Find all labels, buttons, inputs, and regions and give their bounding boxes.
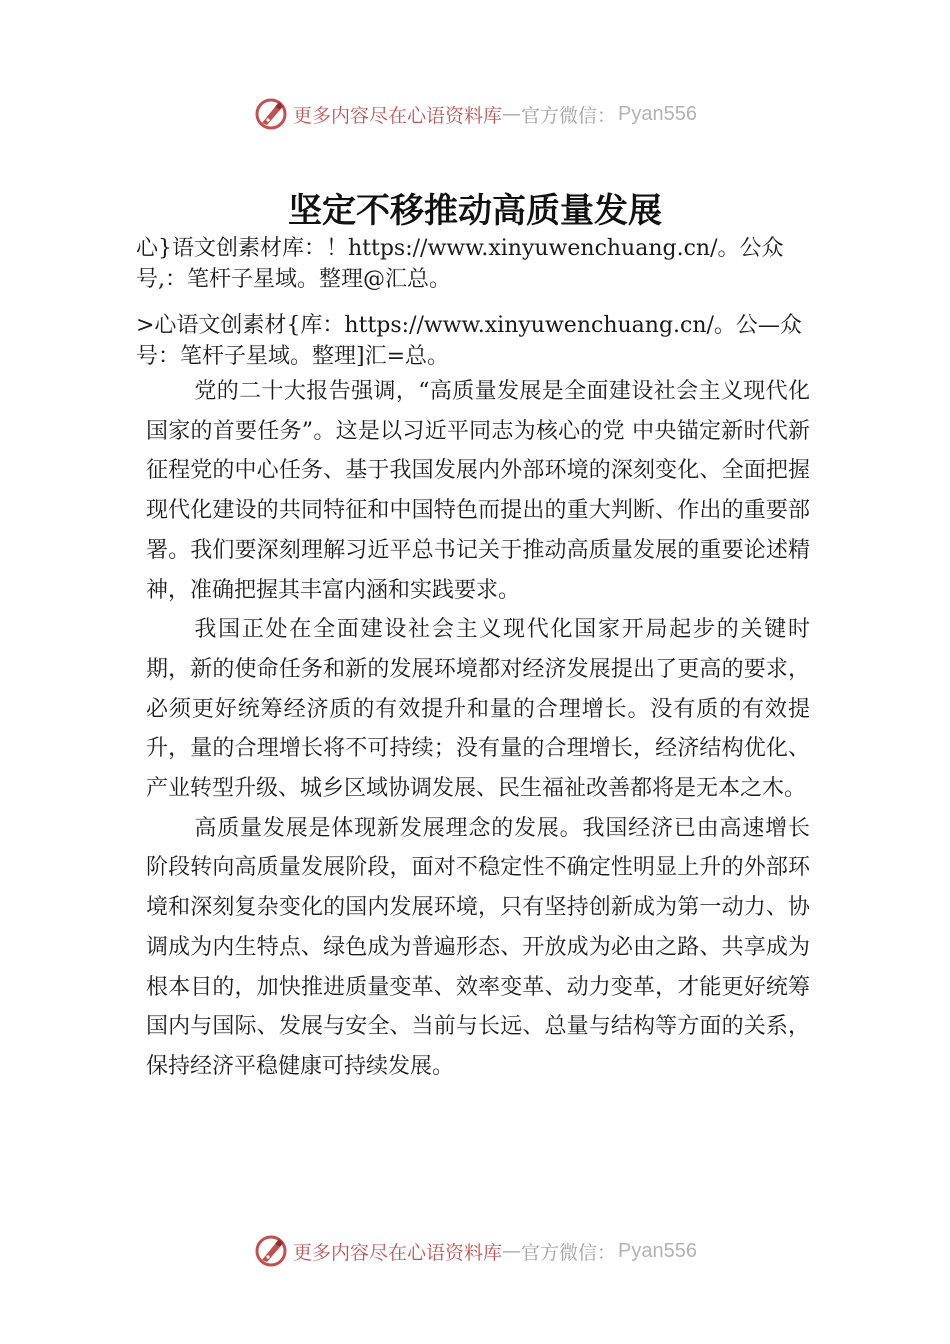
- banner-wechat-id: Pyan556: [618, 102, 697, 125]
- paragraph: 党的二十大报告强调，“高质量发展是全面建设社会主义现代化国家的首要任务”。这是以习近平同志为核心的党 中央锚定新时代新征程党的中心任务、基于我国发展内外部环境的深刻变化、全面把握现代化建设的共同特征和中国特色而提出的重大判断、作出的重要部署。我们要深刻理解习近平总书记关于推动高质量发展的重要论述精神，准确把握其丰富内涵和实践要求。: [146, 379, 810, 603]
- header-banner: [0, 92, 950, 136]
- source-note: 心}语文创素材库：！https://www.xinyuwenchuang.cn/。公众号,：笔杆子星域。整理@汇总。: [136, 236, 784, 292]
- banner-dash: —: [502, 103, 522, 125]
- banner-lead-text: 更多内容尽在心语资料库: [293, 104, 503, 127]
- paragraph: 高质量发展是体现新发展理念的发展。我国经济已由高速增长阶段转向高质量发展阶段，面对不稳定性不确定性明显上升的外部环境和深刻复杂变化的国内发展环境，只有坚持创新成为第一动力、协调成为内生特点、绿色成为普遍形态、开放成为必由之路、共享成为根本目的，加快推进质量变革、效率变革、动力变革，才能更好统筹国内与国际、发展与安全、当前与长远、总量与结构等方面的关系，保持经济平稳健康可持续发展。: [146, 815, 810, 1079]
- banner-wechat-id: Pyan556: [618, 1239, 697, 1262]
- banner-dash: —: [502, 1240, 522, 1262]
- footer-banner: [0, 1229, 950, 1273]
- paragraph: 我国正处在全面建设社会主义现代化国家开局起步的关键时期，新的使命任务和新的发展环境都对经济发展提出了更高的要求，必须更好统筹经济质的有效提升和量的合理增长。没有质的有效提升，量的合理增长将不可持续；没有量的合理增长，经济结构优化、产业转型升级、城乡区域协调发展、民生福祉改善都将是无本之木。: [146, 617, 810, 802]
- document-title: 坚定不移推动高质量发展: [288, 191, 662, 231]
- banner-lead-text: 更多内容尽在心语资料库: [293, 1241, 503, 1264]
- pen-nib-icon: [253, 96, 289, 132]
- article-body: [146, 372, 810, 1087]
- source-note: >心语文创素材{库：https://www.xinyuwenchuang.cn/。公—众号：笔杆子星域。整理]汇=总。: [136, 313, 802, 369]
- banner-wechat-label: 官方微信：: [521, 104, 617, 127]
- banner-wechat-label: 官方微信：: [521, 1241, 617, 1264]
- pen-nib-icon: [253, 1233, 289, 1269]
